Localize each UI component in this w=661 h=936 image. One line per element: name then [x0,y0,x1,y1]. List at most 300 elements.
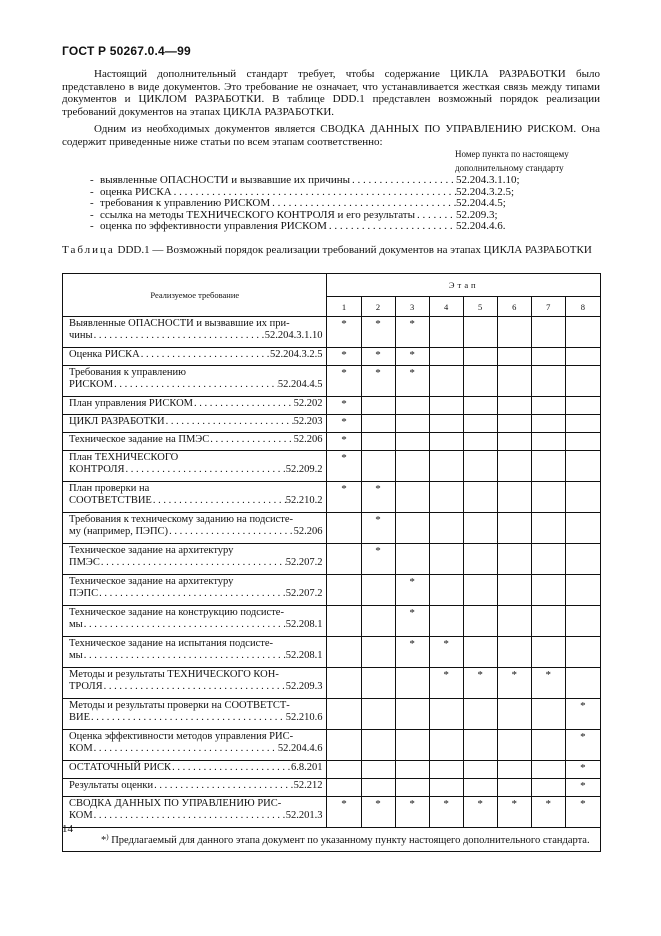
requirement-line2: Результаты оценки [69,780,154,791]
stage-cell-8: * [565,797,600,828]
dash-item-text: оценка РИСКА [100,185,172,198]
stage-cell-4 [429,730,463,761]
stage-cell-7 [531,513,565,544]
table-row [63,415,601,433]
requirement-ref: 52.206 [293,434,323,445]
stage-cell-3 [395,761,429,779]
stage-cell-2 [361,779,395,797]
stage-cell-3 [395,730,429,761]
stage-cell-4: * [429,797,463,828]
requirement-ref: 52.204.3.1.10 [264,330,323,342]
stage-cell-8: * [565,730,600,761]
stages-table [62,273,601,852]
dash-item-ref: 52.204.3.2.5; [456,185,515,198]
table-caption-label: Таблица [62,244,115,256]
requirement-cell [63,451,327,482]
requirement-line1: Методы и результаты ТЕХНИЧЕСКОГО КОН- [69,669,279,680]
leader-dots [93,330,265,342]
stage-cell-1 [327,637,361,668]
dash-item-text: требования к управлению РИСКОМ [100,197,271,210]
stage-cell-5 [463,433,497,451]
stage-cell-3: * [395,637,429,668]
stage-cell-6 [497,397,531,415]
stage-cell-1 [327,668,361,699]
stage-cell-7: * [531,668,565,699]
leader-dots [98,588,286,600]
requirement-cell [63,730,327,761]
dash-marker: - [90,197,94,210]
table-row [63,317,601,348]
stage-cell-4 [429,544,463,575]
requirement-ref: 52.209.3 [285,681,323,693]
page-number: 14 [62,823,73,835]
requirement-line2: ОСТАТОЧНЫЙ РИСК [69,762,172,773]
requirement-line1: Техническое задание на архитектуру [69,545,234,556]
requirement-cell [63,482,327,513]
requirement-line2: Техническое задание на ПМЭС [69,434,210,445]
leader-dots [168,526,294,538]
dash-item-text: оценка по эффективности управления РИСКОМ [100,220,327,233]
stage-cell-8: * [565,699,600,730]
requirement-line1: Требования к техническому заданию на подсисте- [69,514,294,525]
dash-marker: - [90,185,94,198]
requirement-line2: РИСКОМ [69,379,114,391]
requirement-line2: Оценка РИСКА [69,349,140,360]
requirement-cell [63,415,327,433]
stage-cell-2 [361,668,395,699]
stage-cell-6 [497,761,531,779]
stage-cell-5 [463,779,497,797]
leader-dots [171,762,291,774]
stage-cell-3: * [395,348,429,366]
stage-cell-4 [429,317,463,348]
stage-cell-8: * [565,779,600,797]
stage-cell-1: * [327,366,361,397]
requirement-cell [63,699,327,730]
table-row [63,575,601,606]
stage-cell-2 [361,433,395,451]
requirement-line2: КОМ [69,810,93,822]
leader-dots [153,780,294,792]
requirement-ref: 6.8.201 [290,762,323,773]
leader-dots [152,495,286,507]
stage-cell-4: * [429,637,463,668]
requirement-ref: 52.204.4.5 [277,379,323,391]
leader-dots [140,349,270,361]
requirement-ref: 52.204.3.2.5 [269,349,323,360]
stage-cell-6 [497,366,531,397]
stage-cell-1: * [327,482,361,513]
requirement-line1: Техническое задание на архитектуру [69,576,234,587]
stage-cell-1 [327,575,361,606]
stage-cell-4 [429,779,463,797]
dash-marker: - [90,220,94,233]
dash-marker: - [90,208,94,221]
stage-cell-7 [531,699,565,730]
stage-cell-8: * [565,761,600,779]
requirement-cell [63,779,327,797]
stage-cell-7 [531,779,565,797]
stage-cell-1 [327,544,361,575]
stage-cell-5 [463,366,497,397]
stage-cell-8 [565,482,600,513]
leader-dots [415,210,456,222]
dash-list-item [62,221,602,233]
stage-cell-3 [395,779,429,797]
stage-cell-5: * [463,668,497,699]
stage-cell-6 [497,575,531,606]
stage-cell-2: * [361,797,395,828]
stage-cell-6: * [497,797,531,828]
leader-dots [124,464,285,476]
stage-cell-2: * [361,348,395,366]
stage-cell-6 [497,433,531,451]
leader-dots [350,175,456,187]
stage-cell-7 [531,544,565,575]
stage-cell-7 [531,348,565,366]
stage-cell-7 [531,366,565,397]
stage-cell-8 [565,397,600,415]
stage-cell-6 [497,606,531,637]
stage-cell-3 [395,482,429,513]
requirement-line2: ПЭПС [69,588,99,600]
stage-cell-3 [395,415,429,433]
leader-dots [209,434,293,446]
stage-cell-6 [497,637,531,668]
requirement-ref: 52.210.6 [285,712,323,724]
stage-number-5: 5 [463,297,497,317]
header-requirement: Реализуемое требование [63,274,327,317]
stage-cell-2 [361,415,395,433]
requirement-cell [63,606,327,637]
requirement-line2: КОНТРОЛЯ [69,464,125,476]
requirement-line2: ВИЕ [69,712,90,724]
dash-item-ref: 52.204.4.6. [456,220,506,233]
requirement-cell [63,433,327,451]
requirement-line2: мы [69,650,83,662]
stage-cell-5 [463,544,497,575]
stage-cell-2 [361,730,395,761]
requirement-line2: ТРОЛЯ [69,681,103,693]
stage-cell-6: * [497,668,531,699]
dash-item-text: выявленные ОПАСНОСТИ и вызвавшие их причины [100,174,351,186]
stage-cell-1: * [327,415,361,433]
stage-cell-6 [497,730,531,761]
table-caption-text: DDD.1 — Возможный порядок реализации требований документов на этапах ЦИКЛА РАЗРАБОТКИ [117,244,592,256]
dash-list [62,175,602,233]
table-row [63,699,601,730]
stage-cell-1: * [327,317,361,348]
requirement-line1: Требования к управлению [69,367,186,378]
table-row [63,797,601,828]
document-header: ГОСТ Р 50267.0.4—99 [62,44,191,58]
stage-cell-4 [429,433,463,451]
stage-cell-7 [531,761,565,779]
stage-cell-8 [565,317,600,348]
requirement-ref: 52.209.2 [285,464,323,476]
leader-dots [83,619,286,631]
stage-cell-4 [429,397,463,415]
stage-number-7: 7 [531,297,565,317]
stage-cell-5 [463,761,497,779]
stage-cell-3: * [395,317,429,348]
stage-cell-3 [395,544,429,575]
stage-cell-6 [497,451,531,482]
stage-cell-8 [565,637,600,668]
stage-cell-1 [327,761,361,779]
dash-item-ref: 52.209.3; [456,208,498,221]
requirement-ref: 52.202 [293,398,323,409]
stage-cell-8 [565,513,600,544]
requirement-ref: 52.212 [293,780,323,791]
requirement-cell [63,317,327,348]
requirement-cell [63,668,327,699]
stage-number-1: 1 [327,297,361,317]
table-row [63,779,601,797]
stage-cell-8 [565,606,600,637]
stage-cell-2 [361,606,395,637]
requirement-line2: СООТВЕТСТВИЕ [69,495,152,507]
requirement-cell [63,544,327,575]
stage-cell-7: * [531,797,565,828]
leader-dots [100,557,286,569]
stage-cell-4 [429,699,463,730]
stage-cell-7 [531,606,565,637]
table-row [63,606,601,637]
requirement-ref: 52.206 [293,526,323,538]
dash-item-text: ссылка на методы ТЕХНИЧЕСКОГО КОНТРОЛЯ и его результаты [100,208,416,221]
stage-number-8: 8 [565,297,600,317]
stage-cell-8 [565,544,600,575]
stage-cell-8 [565,433,600,451]
stage-cell-2: * [361,544,395,575]
leader-dots [93,743,278,755]
paragraph-summary: Одним из необходимых документов является СВОДКА ДАННЫХ ПО УПРАВЛЕНИЮ РИСКОМ. Она содержит приведенные ниже статьи по всем этапам соответственно: [62,123,600,148]
table-row [63,482,601,513]
stage-cell-2: * [361,482,395,513]
requirement-line2: План управления РИСКОМ [69,398,194,409]
stage-cell-2 [361,451,395,482]
stage-cell-1 [327,606,361,637]
stage-cell-3: * [395,797,429,828]
requirement-ref: 52.208.1 [285,650,323,662]
table-row [63,544,601,575]
table-row [63,348,601,366]
stage-cell-3 [395,668,429,699]
table-row [63,761,601,779]
table-row [63,668,601,699]
stage-cell-2 [361,637,395,668]
stage-cell-4 [429,348,463,366]
table-row [63,397,601,415]
requirement-cell [63,637,327,668]
stage-cell-5 [463,606,497,637]
requirement-cell [63,397,327,415]
stage-cell-5 [463,451,497,482]
stage-cell-2: * [361,317,395,348]
stage-cell-7 [531,482,565,513]
stage-cell-4 [429,606,463,637]
stage-cell-4 [429,482,463,513]
column-note-line1: Номер пункта по настоящему [455,149,569,159]
stage-cell-6 [497,513,531,544]
leader-dots [113,379,278,391]
table-row [63,730,601,761]
stage-cell-6 [497,317,531,348]
table-footnote: *) Предлагаемый для данного этапа документ по указанному пункту настоящего дополнительного стандарта. [63,828,601,852]
stage-cell-8 [565,668,600,699]
paragraph-intro: Настоящий дополнительный стандарт требует, чтобы содержание ЦИКЛА РАЗРАБОТКИ было представлено в виде документов. Это требование не означает, что устанавливается жесткая связь между типами документов и ЦИКЛОМ РАЗРАБОТКИ. В таблице DDD.1 представлен возможный порядок реализации требований документов на этапах ЦИКЛА РАЗРАБОТКИ. [62,68,600,118]
requirement-ref: 52.207.2 [285,588,323,600]
requirement-line1: План проверки на [69,483,150,494]
stage-cell-3: * [395,366,429,397]
table-caption [62,244,600,257]
requirement-line2: КОМ [69,743,93,755]
requirement-cell [63,797,327,828]
requirement-ref: 52.204.4.6 [277,743,323,755]
stage-cell-4 [429,415,463,433]
stage-cell-8 [565,348,600,366]
stage-cell-1: * [327,797,361,828]
requirement-line2: мы [69,619,83,631]
stage-cell-1 [327,699,361,730]
table-row [63,433,601,451]
stage-cell-7 [531,637,565,668]
stage-cell-8 [565,451,600,482]
dash-item-ref: 52.204.4.5; [456,197,506,210]
stage-cell-5: * [463,797,497,828]
stage-cell-5 [463,482,497,513]
leader-dots [327,221,456,233]
leader-dots [103,681,286,693]
stage-cell-7 [531,730,565,761]
requirement-cell [63,513,327,544]
stage-cell-5 [463,397,497,415]
table-row [63,451,601,482]
stage-cell-7 [531,415,565,433]
stage-number-2: 2 [361,297,395,317]
leader-dots [90,712,286,724]
leader-dots [93,810,286,822]
requirement-line1: Методы и результаты проверки на СООТВЕТСТ- [69,700,290,711]
stage-cell-6 [497,482,531,513]
stage-cell-8 [565,366,600,397]
stage-cell-4 [429,513,463,544]
stage-cell-6 [497,348,531,366]
stage-number-3: 3 [395,297,429,317]
requirement-ref: 52.208.1 [285,619,323,631]
stage-cell-5 [463,637,497,668]
stage-cell-6 [497,415,531,433]
stage-cell-3: * [395,606,429,637]
requirement-ref: 52.203 [293,416,323,427]
stage-cell-3: * [395,575,429,606]
stage-cell-7 [531,397,565,415]
requirement-line2: ПМЭС [69,557,100,569]
stage-cell-7 [531,451,565,482]
table-row [63,513,601,544]
dash-list-item [62,175,602,187]
stage-cell-4 [429,761,463,779]
dash-marker: - [90,174,94,186]
stage-cell-5 [463,317,497,348]
stage-cell-5 [463,513,497,544]
requirement-ref: 52.201.3 [285,810,323,822]
stage-cell-7 [531,433,565,451]
stage-cell-2 [361,761,395,779]
header-stage: Этап [327,274,601,297]
stage-cell-1 [327,730,361,761]
stage-cell-1: * [327,433,361,451]
stage-cell-7 [531,575,565,606]
stage-cell-6 [497,699,531,730]
stage-cell-4: * [429,668,463,699]
requirement-line2: чины [69,330,93,342]
stage-cell-2 [361,397,395,415]
stage-number-4: 4 [429,297,463,317]
stage-cell-3 [395,397,429,415]
requirement-line1: Оценка эффективности методов управления РИС- [69,731,294,742]
stage-cell-6 [497,544,531,575]
stage-cell-3 [395,451,429,482]
requirement-line2: му (например, ПЭПС) [69,526,169,538]
stage-cell-3 [395,699,429,730]
table-row [63,366,601,397]
stage-cell-2: * [361,366,395,397]
stage-cell-5 [463,575,497,606]
table-row [63,637,601,668]
stage-cell-4 [429,366,463,397]
requirement-line1: СВОДКА ДАННЫХ ПО УПРАВЛЕНИЮ РИС- [69,798,282,809]
stage-cell-2 [361,575,395,606]
stage-cell-1: * [327,348,361,366]
leader-dots [83,650,286,662]
requirement-line1: План ТЕХНИЧЕСКОГО [69,452,179,463]
stage-cell-6 [497,779,531,797]
requirement-line1: Выявленные ОПАСНОСТИ и вызвавшие их при- [69,318,290,329]
requirement-ref: 52.207.2 [285,557,323,569]
stage-cell-5 [463,730,497,761]
requirement-cell [63,366,327,397]
stage-cell-5 [463,699,497,730]
stage-cell-3 [395,513,429,544]
stage-cell-8 [565,575,600,606]
leader-dots [165,416,294,428]
stage-number-6: 6 [497,297,531,317]
requirement-line2: ЦИКЛ РАЗРАБОТКИ [69,416,165,427]
stage-cell-1 [327,513,361,544]
stage-cell-5 [463,415,497,433]
dash-item-ref: 52.204.3.1.10; [456,174,520,186]
leader-dots [193,398,294,410]
requirement-line1: Техническое задание на испытания подсисте- [69,638,273,649]
stage-cell-4 [429,451,463,482]
stage-cell-1: * [327,397,361,415]
stage-cell-1 [327,779,361,797]
stage-cell-5 [463,348,497,366]
column-note-line2: дополнительному стандарту [455,163,564,173]
requirement-cell [63,348,327,366]
requirement-cell [63,761,327,779]
stage-cell-2 [361,699,395,730]
stage-cell-7 [531,317,565,348]
stage-cell-1: * [327,451,361,482]
stage-cell-2: * [361,513,395,544]
requirement-line1: Техническое задание на конструкцию подсисте- [69,607,284,618]
stage-cell-4 [429,575,463,606]
requirement-ref: 52.210.2 [285,495,323,507]
stage-cell-3 [395,433,429,451]
